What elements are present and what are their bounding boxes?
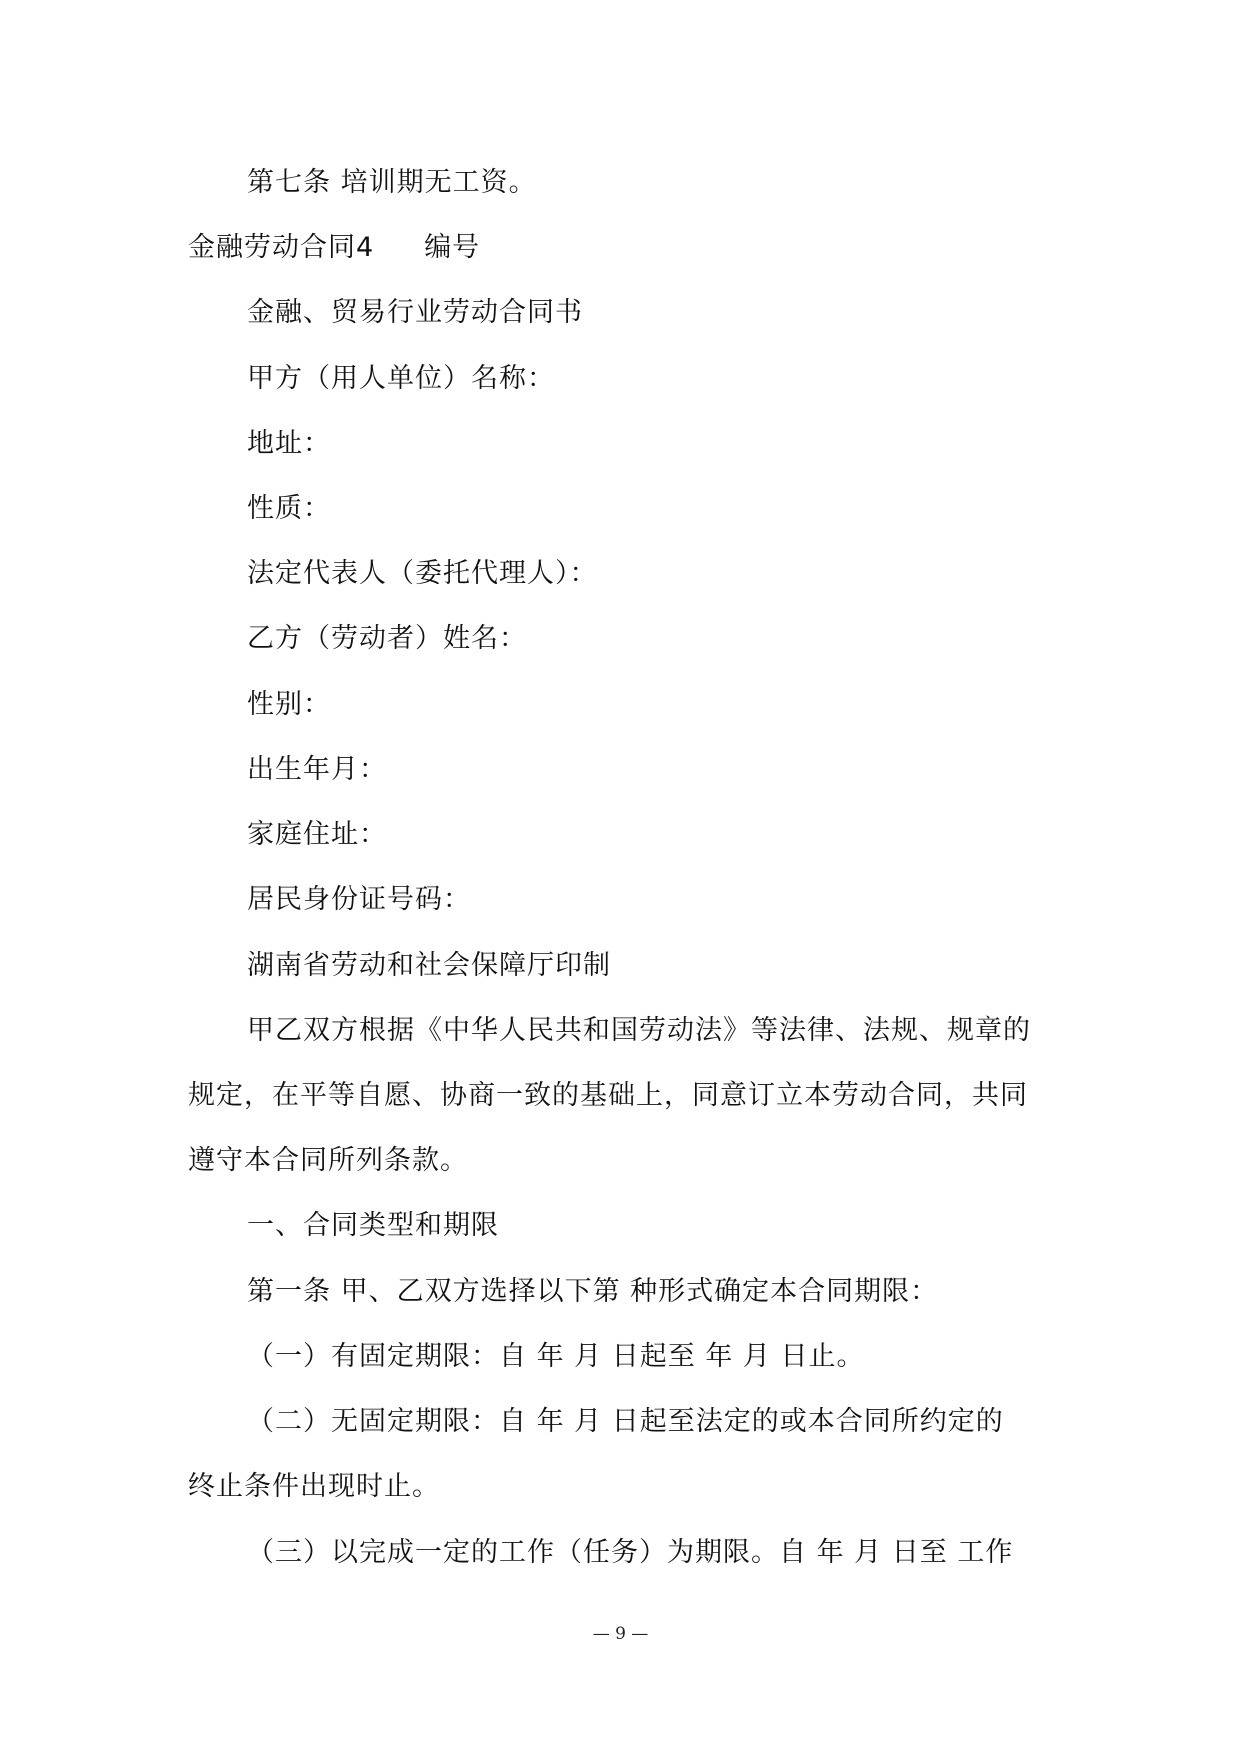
issuer-line: 湖南省劳动和社会保障厅印制 — [247, 950, 611, 981]
article-1-line: 第一条 甲、乙双方选择以下第 种形式确定本合同期限： — [247, 1276, 939, 1307]
preamble-line-1: 甲乙双方根据《中华人民共和国劳动法》等法律、法规、规章的 — [247, 1015, 1031, 1046]
contract-title: 金融劳动合同4 — [188, 232, 375, 263]
term-option-2-line-2: 终止条件出现时止。 — [188, 1471, 440, 1502]
home-address-field: 家庭住址： — [247, 819, 387, 850]
contract-title-line — [188, 231, 480, 265]
document-heading: 金融、贸易行业劳动合同书 — [247, 297, 583, 328]
party-b-name-field: 乙方（劳动者）姓名： — [247, 623, 527, 654]
section-1-heading: 一、合同类型和期限 — [247, 1210, 499, 1241]
nature-field: 性质： — [247, 493, 331, 524]
serial-number-label: 编号 — [424, 232, 481, 263]
term-option-1: （一）有固定期限：自 年 月 日起至 年 月 日止。 — [247, 1341, 865, 1372]
page-number: — 9 — — [592, 1624, 649, 1644]
gender-field: 性别： — [247, 689, 331, 720]
party-a-name-field: 甲方（用人单位）名称： — [247, 363, 555, 394]
address-field: 地址： — [247, 428, 331, 459]
birth-date-field: 出生年月： — [247, 754, 387, 785]
preamble-line-2: 规定，在平等自愿、协商一致的基础上，同意订立本劳动合同，共同 — [188, 1080, 1028, 1111]
id-number-field: 居民身份证号码： — [247, 884, 471, 915]
article-7-line: 第七条 培训期无工资。 — [247, 167, 537, 198]
legal-representative-field: 法定代表人（委托代理人）： — [247, 558, 598, 589]
preamble-line-3: 遵守本合同所列条款。 — [188, 1145, 468, 1176]
term-option-2-line-1: （二）无固定期限：自 年 月 日起至法定的或本合同所约定的 — [247, 1406, 1004, 1437]
term-option-3-line-1: （三）以完成一定的工作（任务）为期限。自 年 月 日至 工作 — [247, 1537, 1014, 1568]
